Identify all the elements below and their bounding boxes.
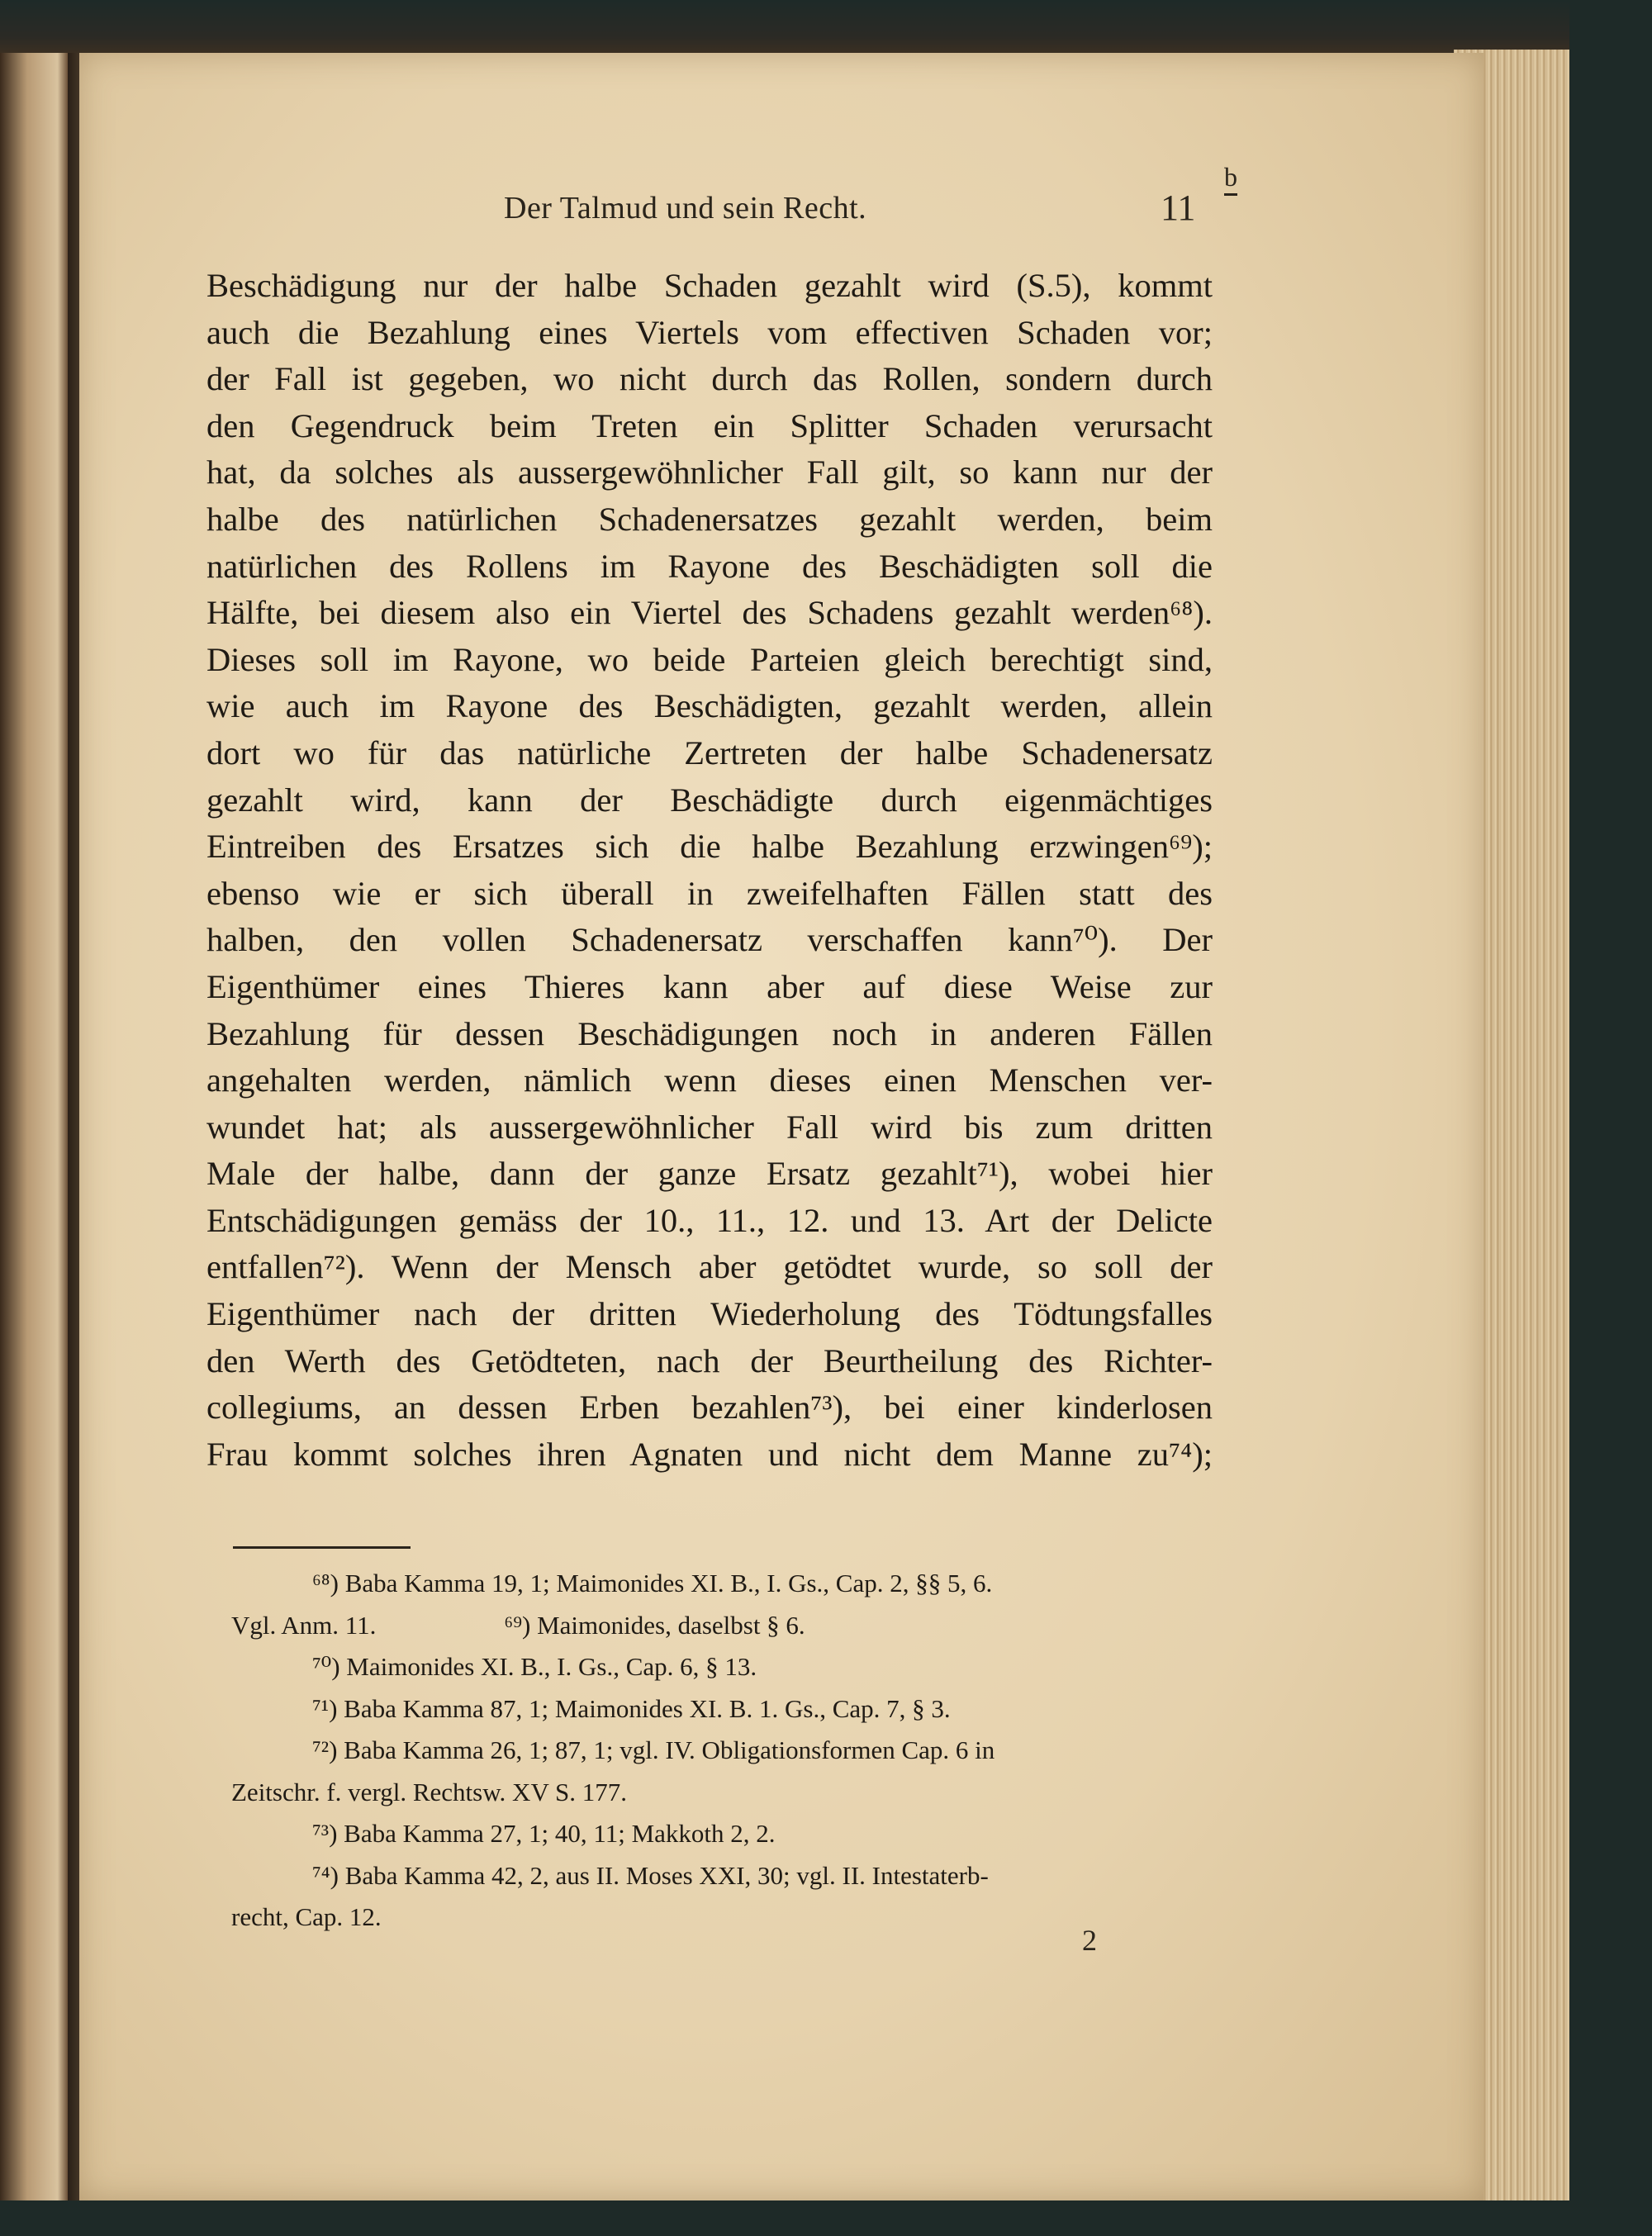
text-line: Beschädigung nur der halbe Schaden gezahlt wird (S.5), kommt	[206, 267, 1213, 304]
text-line: halbe des natürlichen Schadenersatzes gezahlt werden, beim	[206, 500, 1213, 538]
text-line: Eigenthümer nach der dritten Wiederholung des Tödtungsfalles	[206, 1295, 1213, 1333]
footnote-separator	[233, 1546, 411, 1549]
text-line: entfallen⁷²). Wenn der Mensch aber getödtet wurde, so soll der	[206, 1248, 1213, 1286]
footnote-line: ⁶⁸) Baba Kamma 19, 1; Maimonides XI. B., I. Gs., Cap. 2, §§ 5, 6.	[312, 1569, 993, 1597]
footnote-line: Zeitschr. f. vergl. Rechtsw. XV S. 177.	[231, 1777, 628, 1806]
footnotes	[231, 1563, 1222, 1939]
text-line: Dieses soll im Rayone, wo beide Parteien gleich berechtigt sind,	[206, 640, 1213, 678]
text-line: gezahlt wird, kann der Beschädigte durch eigenmächtiges	[206, 781, 1213, 819]
signature-mark	[1224, 164, 1237, 196]
running-header	[132, 162, 1237, 240]
footnote-line: ⁷²) Baba Kamma 26, 1; 87, 1; vgl. IV. Obligationsformen Cap. 6 in	[312, 1735, 995, 1764]
text-line: Entschädigungen gemäss der 10., 11., 12. und 13. Art der Delicte	[206, 1201, 1213, 1239]
text-line: wundet hat; als aussergewöhnlicher Fall wird bis zum dritten	[206, 1108, 1213, 1146]
text-line: Hälfte, bei diesem also ein Viertel des Schadens gezahlt werden⁶⁸).	[206, 594, 1213, 632]
text-line: Bezahlung für dessen Beschädigungen noch in anderen Fällen	[206, 1014, 1213, 1052]
book-cover-top	[0, 0, 1652, 53]
text-line: natürlichen des Rollens im Rayone des Beschädigten soll die	[206, 547, 1213, 585]
facing-page-edge	[0, 0, 68, 2236]
footnote-line: Vgl. Anm. 11. ⁶⁹) Maimonides, daselbst § 6.	[231, 1610, 805, 1640]
text-line: Male der halbe, dann der ganze Ersatz gezahlt⁷¹), wobei hier	[206, 1155, 1213, 1193]
text-line: Eintreiben des Ersatzes sich die halbe Bezahlung erzwingen⁶⁹);	[206, 828, 1213, 866]
footnote-line: ⁷⁴) Baba Kamma 42, 2, aus II. Moses XXI, 30; vgl. II. Intestaterb-	[312, 1860, 989, 1890]
text-line: dort wo für das natürliche Zertreten der halbe Schadenersatz	[206, 733, 1213, 771]
text-line: auch die Bezahlung eines Viertels vom effectiven Schaden vor;	[206, 313, 1213, 351]
page-number: 11	[1161, 188, 1196, 228]
text-line: der Fall ist gegeben, wo nicht durch das Rollen, sondern durch	[206, 360, 1213, 398]
text-line: Eigenthümer eines Thieres kann aber auf diese Weise zur	[206, 967, 1213, 1005]
footnote-line: recht, Cap. 12.	[231, 1902, 382, 1931]
text-line: ebenso wie er sich überall in zweifelhaften Fällen statt des	[206, 874, 1213, 912]
text-line: hat, da solches als aussergewöhnlicher Fall gilt, so kann nur der	[206, 453, 1213, 491]
text-line: den Gegendruck beim Treten ein Splitter Schaden verursacht	[206, 406, 1213, 444]
footnote-line: ⁷³) Baba Kamma 27, 1; 40, 11; Makkoth 2, 2.	[312, 1819, 776, 1848]
text-line: den Werth des Getödteten, nach der Beurtheilung des Richter-	[206, 1341, 1213, 1379]
body-text	[206, 263, 1213, 1478]
text-line: Frau kommt solches ihren Agnaten und nicht dem Manne zu⁷⁴);	[206, 1435, 1213, 1473]
text-line: wie auch im Rayone des Beschädigten, gezahlt werden, allein	[206, 687, 1213, 725]
book-cover-bottom	[0, 2200, 1652, 2236]
running-title: Der Talmud und sein Recht.	[504, 191, 867, 225]
signature-mark-letter: b	[1224, 162, 1237, 192]
text-line: halben, den vollen Schadenersatz verschaffen kann⁷⁰). Der	[206, 921, 1213, 959]
text-line: collegiums, an dessen Erben bezahlen⁷³), bei einer kinderlosen	[206, 1389, 1213, 1427]
footnote-line: ⁷⁰) Maimonides XI. B., I. Gs., Cap. 6, § 13.	[312, 1652, 757, 1681]
signature-number: 2	[1082, 1924, 1097, 1957]
text-line: angehalten werden, nämlich wenn dieses einen Menschen ver-	[206, 1061, 1213, 1099]
book-cover-right	[1569, 0, 1652, 2236]
footnote-line: ⁷¹) Baba Kamma 87, 1; Maimonides XI. B. 1. Gs., Cap. 7, § 3.	[312, 1693, 951, 1723]
